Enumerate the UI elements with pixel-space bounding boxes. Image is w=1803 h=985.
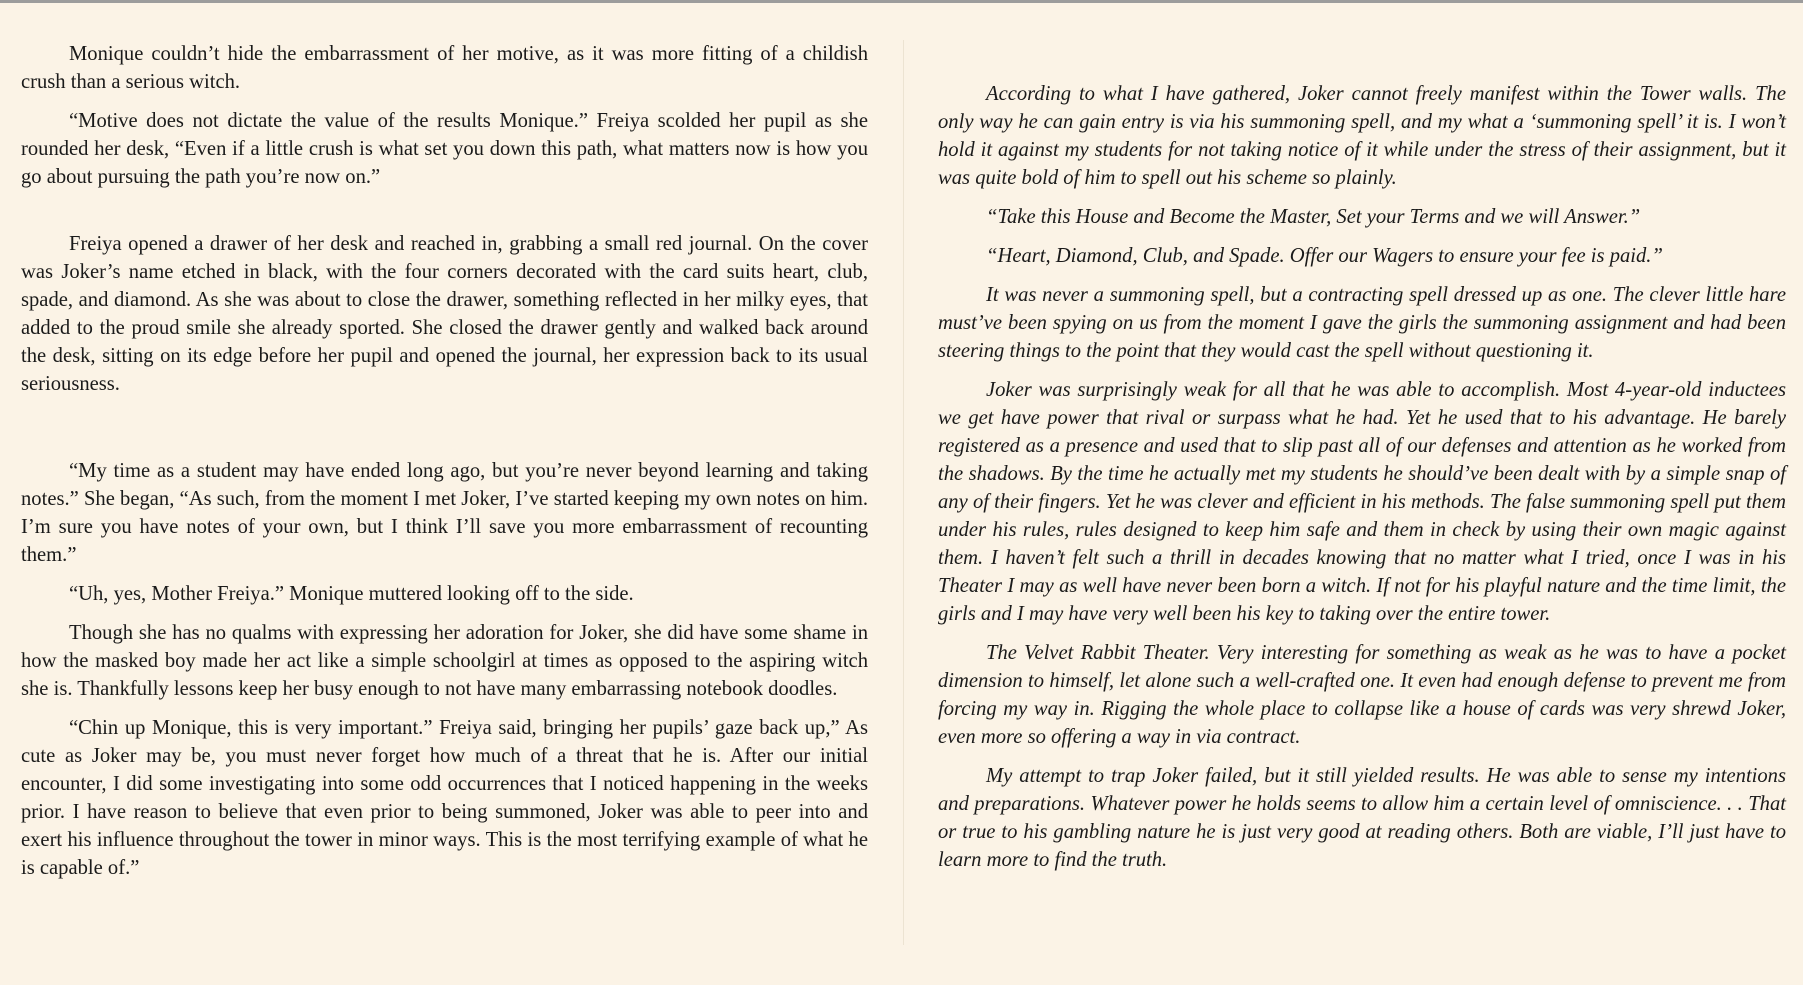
left-paragraph-3: Freiya opened a drawer of her desk and reached in, grabbing a small red journal. On the cover was Joker’s name etched in black, with the four corners decorated with the card suits heart, club, spade, and diamond. As she was about to close the drawer, something reflected in her milky eyes, that added to the proud smile she already sported. She closed the drawer gently and walked back around the desk, sitting on its edge before her pupil and opened the journal, her expression back to its usual seriousness. [21, 233, 868, 395]
right-paragraph-4: It was never a summoning spell, but a contracting spell dressed up as one. The clever little hare must’ve been spying on us from the moment I gave the girls the summoning assignment and had been steering things to the point that they would cast the spell without questioning it. [938, 284, 1786, 362]
page-divider [903, 40, 904, 945]
left-paragraph-7: “Chin up Monique, this is very important.” Freiya said, bringing her pupils’ gaze back up,” As cute as Joker may be, you must never forget how much of a threat that he is. After our initial encounter, I did some investigating into some odd occurrences that I noticed happening in the weeks prior. I have reason to believe that even prior to being summoned, Joker was able to peer into and exert his influence throughout the tower in minor ways. This is the most terrifying example of what he is capable of.” [21, 717, 868, 879]
left-paragraph-2: “Motive does not dictate the value of the results Monique.” Freiya scolded her pupil as she rounded her desk, “Even if a little crush is what set you down this path, what matters now is how you go about pursuing the path you’re now on.” [21, 110, 868, 188]
left-paragraph-5: “Uh, yes, Mother Freiya.” Monique muttered looking off to the side. [69, 583, 634, 605]
left-page [21, 0, 868, 893]
right-paragraph-3: “Heart, Diamond, Club, and Spade. Offer our Wagers to ensure your fee is paid.” [986, 245, 1663, 267]
right-paragraph-2: “Take this House and Become the Master, Set your Terms and we will Answer.” [986, 206, 1641, 228]
right-paragraph-6: The Velvet Rabbit Theater. Very interesting for something as weak as he was to have a pocket dimension to himself, let alone such a well-crafted one. It even had enough defense to prevent me from forcing my way in. Rigging the whole place to collapse like a house of cards was very shrewd Joker, even more so offering a way in via contract. [938, 642, 1786, 748]
left-paragraph-1: Monique couldn’t hide the embarrassment of her motive, as it was more fitting of a childish crush than a serious witch. [21, 43, 868, 93]
left-paragraph-4: “My time as a student may have ended long ago, but you’re never beyond learning and taking notes.” She began, “As such, from the moment I met Joker, I’ve started keeping my own notes on him. I’m sure you have notes of your own, but I think I’ll save you more embarrassment of recounting them.” [21, 460, 868, 566]
left-paragraph-6: Though she has no qualms with expressing her adoration for Joker, she did have some shame in how the masked boy made her act like a simple schoolgirl at times as opposed to the aspiring witch she is. Thankfully lessons keep her busy enough to not have many embarrassing notebook doodles. [21, 622, 868, 700]
right-paragraph-7: My attempt to trap Joker failed, but it still yielded results. He was able to sense my intentions and preparations. Whatever power he holds seems to allow him a certain level of omniscience. . . That or true to his gambling nature he is just very good at reading others. Both are viable, I’ll just have to learn more to find the truth. [938, 765, 1786, 871]
right-paragraph-5: Joker was surprisingly weak for all that he was able to accomplish. Most 4-year-old inductees we get have power that rival or surpass what he had. Yet he used that to his advantage. He barely registered as a presence and used that to slip past all of our defenses and attention as he worked from the shadows. By the time he actually met my students he should’ve been dealt with by a simple snap of any of their fingers. Yet he was clever and efficient in his methods. The false summoning spell put them under his rules, rules designed to keep him safe and them in check by using their own magic against them. I haven’t felt such a thrill in decades knowing that no matter what I tried, once I was in his Theater I may as well have never been born a witch. If not for his playful nature and the time limit, the girls and I may have very well been his key to taking over the entire tower. [938, 379, 1786, 625]
right-page [938, 0, 1786, 885]
right-paragraph-1: According to what I have gathered, Joker cannot freely manifest within the Tower walls. The only way he can gain entry is via his summoning spell, and my what a ‘summoning spell’ it is. I won’t hold it against my students for not taking notice of it while under the stress of their assignment, but it was quite bold of him to spell out his scheme so plainly. [938, 83, 1786, 189]
